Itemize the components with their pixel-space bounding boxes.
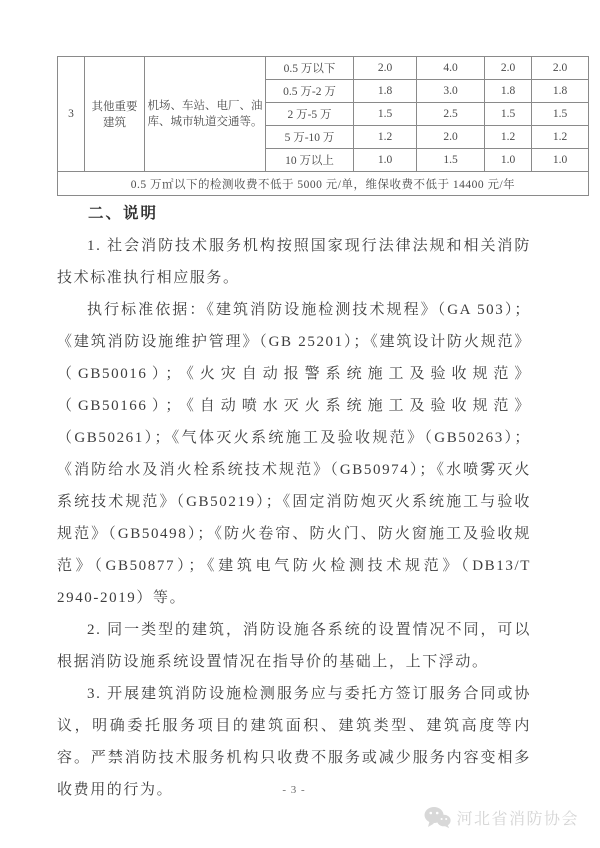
fee-cell: 1.0 [354,149,417,172]
fee-cell: 1.5 [485,103,532,126]
fee-cell: 2.0 [354,57,417,80]
table-row [58,57,589,80]
watermark-text: 河北省消防协会 [456,811,579,828]
fee-cell: 2.5 [417,103,485,126]
fee-cell: 3.0 [417,80,485,103]
area-range-cell: 0.5 万以下 [266,57,354,80]
area-range-cell: 5 万-10 万 [266,126,354,149]
fee-cell: 1.2 [485,126,532,149]
fee-cell: 2.0 [485,57,532,80]
fee-cell: 1.8 [354,80,417,103]
fee-cell: 4.0 [417,57,485,80]
area-range-cell: 0.5 万-2 万 [266,80,354,103]
fee-cell: 2.0 [417,126,485,149]
fee-cell: 1.5 [417,149,485,172]
row-number-cell: 3 [58,57,85,172]
fee-cell: 1.0 [485,149,532,172]
document-body [57,198,531,806]
paragraph-4: 3. 开展建筑消防设施检测服务应与委托方签订服务合同或协议，明确委托服务项目的建筑面积、建筑类型、建筑高度等内容。严禁消防技术服务机构只收费不服务或减少服务内容变相多收费用的行为。 [57,686,531,798]
paragraph-3: 2. 同一类型的建筑，消防设施各系统的设置情况不同，可以根据消防设施系统设置情况在指导价的基础上，上下浮动。 [57,622,531,670]
table-footnote: 0.5 万㎡以下的检测收费不低于 5000 元/单，维保收费不低于 14400 元/年 [58,172,589,196]
building-description-cell: 机场、车站、电厂、油库、城市轨道交通等。 [145,57,266,172]
table-footnote-row [58,172,589,196]
paragraph-1: 1. 社会消防技术服务机构按照国家现行法律法规和相关消防技术标准执行相应服务。 [57,238,531,286]
fee-cell: 1.8 [485,80,532,103]
watermark [424,806,579,829]
paragraph-2-standards: 执行标准依据：《建筑消防设施检测技术规程》（GA 503）；《建筑消防设施维护管理》（GB 25201）；《建筑设计防火规范》（GB50016）；《火灾自动报警系统施工及验收规范》（GB50166）；《自动喷水灭火系统施工及验收规范》（GB50261）；《气体灭火系统施工及验收规范》（GB50263）；《消防给水及消火栓系统技术规范》（GB50974）；《水喷雾灭火系统技术规范》（GB50219）；《固定消防炮灭火系统施工与验收规范》（GB50498）；《防火卷帘、防火门、防火窗施工及验收规范》（GB50877）；《建筑电气防火检测技术规范》（DB13/T 2940-2019）等。 [57,302,531,606]
fee-cell: 1.5 [532,103,589,126]
fee-cell: 1.2 [354,126,417,149]
fee-table [57,56,589,196]
fee-cell: 1.2 [532,126,589,149]
section-heading: 二、说明 [88,205,159,222]
page-number: - 3 - [282,784,306,796]
building-category-cell: 其他重要建筑 [85,57,145,172]
fee-cell: 2.0 [532,57,589,80]
fee-cell: 1.8 [532,80,589,103]
wechat-icon [424,806,451,829]
fee-cell: 1.5 [354,103,417,126]
area-range-cell: 10 万以上 [266,149,354,172]
fee-cell: 1.0 [532,149,589,172]
area-range-cell: 2 万-5 万 [266,103,354,126]
